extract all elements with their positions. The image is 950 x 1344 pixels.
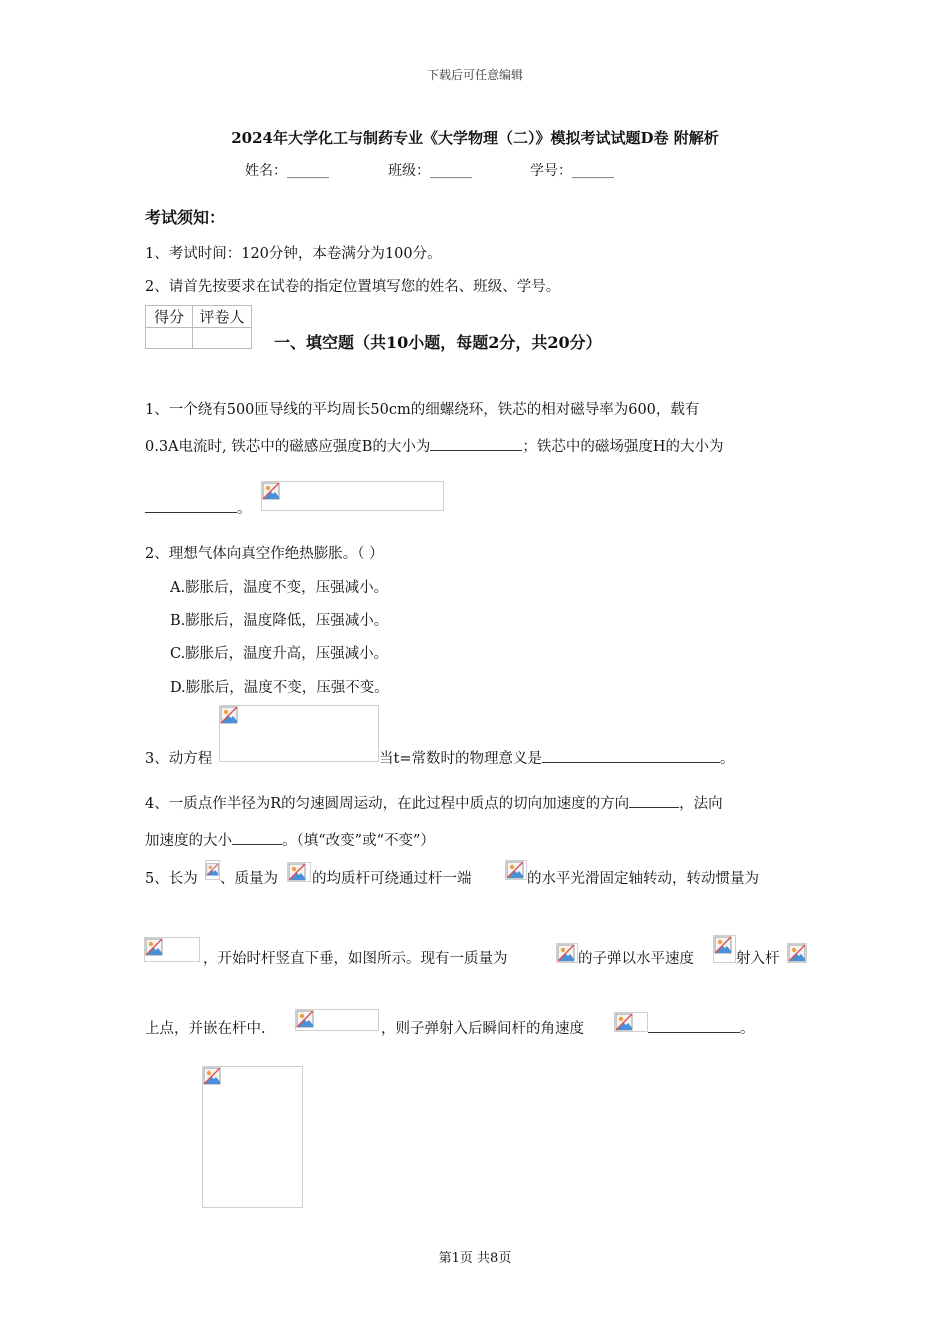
notice-item-1: 1、考试时间：120分钟，本卷满分为100分。 <box>145 246 442 262</box>
q3-part-a: 3、动方程 <box>145 751 213 767</box>
q2-option-c: C.膨胀后，温度升高，压强减小。 <box>170 646 389 662</box>
broken-image-icon <box>614 1012 648 1032</box>
broken-image-glyph-icon <box>288 863 306 881</box>
q5-part-b: 、质量为 <box>220 871 278 887</box>
broken-image-glyph-icon <box>788 944 806 962</box>
broken-image-icon <box>787 943 807 963</box>
name-field: 姓名：______ <box>245 163 329 179</box>
notice-heading: 考试须知： <box>145 208 226 227</box>
broken-image-glyph-icon <box>714 936 732 954</box>
student-id-field: 学号：______ <box>530 163 614 179</box>
broken-image-glyph-icon <box>615 1013 633 1031</box>
broken-image-icon <box>713 935 736 963</box>
class-field: 班级：______ <box>388 163 472 179</box>
broken-image-icon <box>219 705 379 762</box>
score-table <box>145 305 252 349</box>
page-header: 下载后可任意编辑 <box>426 68 523 82</box>
q5-part-e: ，开始时杆竖直下垂，如图所示。现有一质量为 <box>203 951 508 967</box>
q2-option-b: B.膨胀后，温度降低，压强减小。 <box>170 613 389 629</box>
q5-part-c: 的均质杆可绕通过杆一端 <box>312 871 472 887</box>
q4-line1: 4、一质点作半径为R的匀速圆周运动，在此过程中质点的切向加速度的方向 ，法向 <box>145 792 723 813</box>
broken-image-glyph-icon <box>203 1067 221 1085</box>
broken-image-icon <box>205 860 220 880</box>
answer-blank[interactable] <box>145 498 237 513</box>
q2-stem: 2、理想气体向真空作绝热膨胀。（ ） <box>145 546 384 562</box>
broken-image-icon <box>261 481 444 511</box>
q1-line1: 1、一个绕有500匝导线的平均周长50cm的细螺绕环，铁芯的相对磁导率为600，载有 <box>145 402 700 418</box>
broken-image-icon <box>505 860 527 880</box>
q1-line3: 。 <box>145 497 252 518</box>
q3-part-b: 当t=常数时的物理意义是 。 <box>379 747 734 768</box>
q5-part-a: 5、长为 <box>145 871 198 887</box>
q2-option-a: A.膨胀后，温度不变，压强减小。 <box>170 580 389 596</box>
answer-blank[interactable] <box>232 830 282 845</box>
score-cell <box>146 328 193 349</box>
grader-header: 评卷人 <box>193 306 252 328</box>
q5-answer: 。 <box>648 1017 755 1038</box>
broken-image-glyph-icon <box>262 482 280 500</box>
broken-image-glyph-icon <box>206 861 219 874</box>
q5-part-g: 射入杆 <box>736 951 780 967</box>
answer-blank[interactable] <box>648 1018 740 1033</box>
notice-item-2: 2、请首先按要求在试卷的指定位置填写您的姓名、班级、学号。 <box>145 279 561 295</box>
broken-image-icon <box>295 1009 379 1031</box>
answer-blank[interactable] <box>542 748 720 763</box>
broken-image-glyph-icon <box>506 861 524 879</box>
broken-image-glyph-icon <box>220 706 238 724</box>
q5-part-h: 上点，并嵌在杆中. <box>145 1021 266 1037</box>
q5-part-i: ，则子弹射入后瞬间杆的角速度 <box>381 1021 584 1037</box>
answer-blank[interactable] <box>430 436 522 451</box>
q1-line2: 0.3A电流时, 铁芯中的磁感应强度B的大小为 ；铁芯中的磁场强度H的大小为 <box>145 435 724 456</box>
q5-part-d: 的水平光滑固定轴转动，转动惯量为 <box>527 871 759 887</box>
grader-cell <box>193 328 252 349</box>
q2-option-d: D.膨胀后，温度不变，压强不变。 <box>170 680 389 696</box>
broken-image-icon <box>287 862 311 882</box>
broken-image-glyph-icon <box>296 1010 314 1028</box>
broken-image-icon <box>202 1066 303 1208</box>
q4-line2: 加速度的大小 。（填“改变”或“不变”） <box>145 829 435 850</box>
section-title: 一、填空题（共10小题，每题2分，共20分） <box>274 333 602 352</box>
exam-title: 2024年大学化工与制药专业《大学物理（二）》模拟考试试题D卷 附解析 <box>231 129 719 147</box>
page-number: 第1页 共8页 <box>438 1251 512 1266</box>
answer-blank[interactable] <box>629 793 679 808</box>
broken-image-icon <box>556 943 578 963</box>
q5-part-f: 的子弹以水平速度 <box>578 951 694 967</box>
broken-image-glyph-icon <box>145 938 163 956</box>
broken-image-glyph-icon <box>557 944 575 962</box>
score-header: 得分 <box>146 306 193 328</box>
broken-image-icon <box>144 937 200 962</box>
